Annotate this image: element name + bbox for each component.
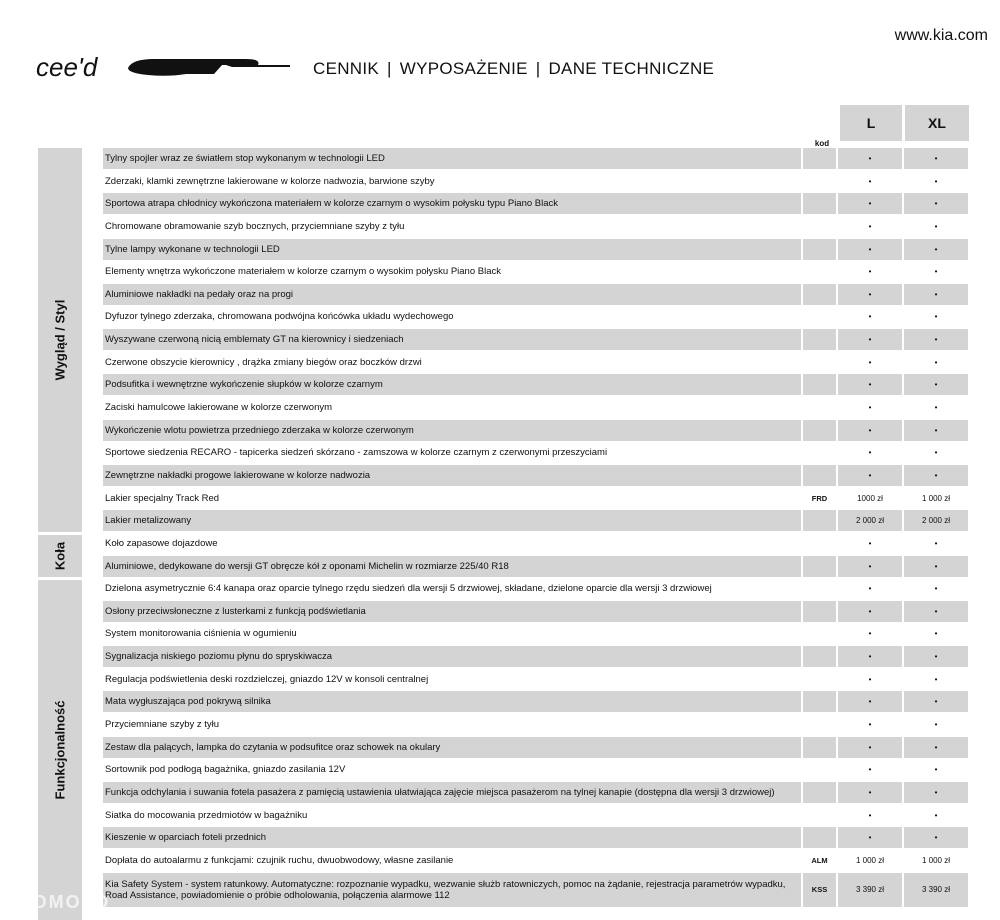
row-description: Podsufitka i wewnętrzne wykończenie słupków w kolorze czarnym [103,374,801,395]
row-value-l: • [838,556,902,577]
table-row [103,261,969,282]
row-value-l: • [838,284,902,305]
table-row [103,691,969,712]
table-row [103,759,969,780]
table-row [103,488,969,509]
row-description: Dopłata do autoalarmu z funkcjami: czujnik ruchu, dwuobwodowy, własne zasilanie [105,854,454,866]
row-description: Osłony przeciwsłoneczne z lusterkami z funkcją podświetlania [103,601,801,622]
category-wyglad-styl [38,148,82,532]
row-description: Lakier specjalny Track Red [105,492,220,504]
row-description: Sportowe siedzenia RECARO - tapicerka siedzeń skórzano - zamszowa w kolorze czarnym z czerwonymi przeszyciami [105,447,608,459]
nav-cennik[interactable]: CENNIK [313,59,380,78]
row-value-l: • [868,312,872,322]
row-code [803,420,836,441]
row-description: Zderzaki, klamki zewnętrzne lakierowane w kolorze nadwozia, barwione szyby [105,175,435,187]
row-value-l: • [838,193,902,214]
row-value-l: • [868,720,872,730]
row-value-l: • [868,765,872,775]
row-description: Tylne lampy wykonane w technologii LED [103,239,801,260]
row-code: ALM [811,855,828,865]
row-value-l: • [838,601,902,622]
table-row [103,578,969,599]
row-description: Sortownik pod podłogą bagażnika, gniazdo zasilania 12V [105,764,346,776]
row-description: Sportowa atrapa chłodnicy wykończona materiałem w kolorze czarnym o wysokim połysku typu Piano Black [103,193,801,214]
row-code [803,216,836,237]
row-code [803,374,836,395]
row-value-l: • [838,782,902,803]
table-row [103,239,969,260]
row-value-l: • [868,674,872,684]
row-value-l: • [838,646,902,667]
table-row [103,805,969,826]
row-code [803,646,836,667]
row-code [803,442,836,463]
row-value-xl: • [934,720,938,730]
row-description: Funkcja odchylania i suwania fotela pasażera z pamięcią ustawienia ułatwiająca zajęcie miejsca pasażerom na tylnej kanapie (dostępna dla wersji 3 drzwiowej) [103,782,801,803]
row-value-xl: • [904,601,968,622]
category-label: Wygląd / Styl [52,299,68,381]
table-row [103,556,969,577]
row-value-xl: • [934,629,938,639]
website-url[interactable]: www.kia.com [894,27,988,44]
column-header-xl: XL [905,105,969,141]
row-code: FRD [811,493,828,503]
row-code [803,623,836,644]
row-value-l: 1 000 zł [855,855,885,865]
row-code [803,510,836,531]
row-value-xl: • [904,284,968,305]
row-code [803,306,836,327]
row-value-xl: • [934,221,938,231]
table-row [103,533,969,554]
row-code [803,714,836,735]
table-row [103,782,969,803]
table-row [103,329,969,350]
row-code [803,171,836,192]
row-value-l: 3 390 zł [838,873,902,907]
row-value-l: • [868,403,872,413]
table-row [103,397,969,418]
kod-column-label: kod [814,139,830,148]
nav-separator: | [387,59,392,78]
table-row [103,850,969,871]
row-value-xl: • [904,239,968,260]
row-value-l: • [838,148,902,169]
row-description: Aluminiowe, dedykowane do wersji GT obręcze kół z oponami Michelin w rozmiarze 225/40 R18 [103,556,801,577]
row-code: KSS [803,873,836,907]
category-kola [38,535,82,577]
row-description: Regulacja podświetlenia deski rozdzielczej, gniazdo 12V w konsoli centralnej [105,673,429,685]
row-value-l: • [838,374,902,395]
category-label: Funkcjonalność [52,700,68,800]
table-row [103,601,969,622]
row-code [803,261,836,282]
row-description: Koło zapasowe dojazdowe [105,537,218,549]
nav-dane-techniczne[interactable]: DANE TECHNICZNE [548,59,715,78]
row-description: Dyfuzor tylnego zderzaka, chromowana podwójna końcówka układu wydechowego [105,311,454,323]
table-row [103,284,969,305]
row-value-xl: • [904,420,968,441]
column-header-l: L [840,105,902,141]
row-description: Chromowane obramowanie szyb bocznych, przyciemniane szyby z tyłu [105,220,405,232]
table-row [103,306,969,327]
row-description: Kia Safety System - system ratunkowy. Automatyczne: rozpoznanie wypadku, wezwanie służb ratowniczych, pomoc na żądanie, rejestracja parametrów wypadku, Road Assistance, powiadomienie o próbie odholowania, połączenia alarmowe 112 [103,873,801,907]
row-value-xl: • [934,674,938,684]
row-value-xl: • [904,329,968,350]
row-description: Mata wygłuszająca pod pokrywą silnika [103,691,801,712]
category-funkcjonalnosc [38,580,82,920]
row-value-xl: 3 390 zł [904,873,968,907]
row-description: Przyciemniane szyby z tyłu [105,719,220,731]
row-value-l: • [838,827,902,848]
row-description: Lakier metalizowany [103,510,801,531]
row-value-xl: • [904,193,968,214]
row-value-l: • [838,329,902,350]
table-row [103,465,969,486]
table-row [103,442,969,463]
row-description: System monitorowania ciśnienia w ogumieniu [105,628,297,640]
row-description: Zaciski hamulcowe lakierowane w kolorze czerwonym [105,402,333,414]
row-value-l: • [838,420,902,441]
row-code [803,782,836,803]
table-row [103,737,969,758]
row-description: Wykończenie wlotu powietrza przedniego zderzaka w kolorze czerwonym [103,420,801,441]
nav-separator: | [535,59,541,78]
row-value-xl: • [904,737,968,758]
table-row [103,873,969,907]
table-row [103,827,969,848]
row-description: Czerwone obszycie kierownicy , drążka zmiany biegów oraz boczków drzwi [105,356,422,368]
table-row [103,171,969,192]
table-row [103,420,969,441]
row-description: Kieszenie w oparciach foteli przednich [103,827,801,848]
row-code [803,533,836,554]
row-value-l: • [838,465,902,486]
row-value-xl: • [904,646,968,667]
row-code [803,329,836,350]
table-row [103,193,969,214]
row-code [803,239,836,260]
row-code [803,193,836,214]
row-value-xl: • [934,403,938,413]
row-code [803,601,836,622]
row-description: Siatka do mocowania przedmiotów w bagażniku [105,809,308,821]
row-value-l: • [838,737,902,758]
svg-text:cee'd: cee'd [36,52,98,82]
equipment-table [103,148,969,908]
row-value-l: • [868,629,872,639]
row-code [803,397,836,418]
row-description: Zewnętrzne nakładki progowe lakierowane w kolorze nadwozia [103,465,801,486]
row-value-xl: • [934,267,938,277]
row-code [803,737,836,758]
row-value-xl: • [934,357,938,367]
row-value-xl: • [904,465,968,486]
row-value-l: • [868,176,872,186]
row-code [803,805,836,826]
table-row [103,646,969,667]
table-row [103,669,969,690]
row-code [803,148,836,169]
table-row [103,623,969,644]
section-nav [313,59,714,79]
row-value-l: • [868,810,872,820]
row-value-xl: 1 000 zł [921,493,951,503]
row-description: Aluminiowe nakładki na pedały oraz na progi [103,284,801,305]
row-value-xl: • [904,374,968,395]
row-value-l: • [868,448,872,458]
row-value-xl: 1 000 zł [921,855,951,865]
category-label: Koła [52,541,68,571]
row-value-l: • [868,267,872,277]
row-value-l: 2 000 zł [838,510,902,531]
row-value-l: 1000 zł [857,493,883,503]
row-value-l: • [838,239,902,260]
row-value-xl: • [934,810,938,820]
table-row [103,510,969,531]
row-code [803,827,836,848]
table-row [103,352,969,373]
nav-wyposazenie[interactable]: WYPOSAŻENIE [399,59,528,78]
row-code [803,556,836,577]
row-value-xl: • [904,148,968,169]
row-value-xl: • [934,176,938,186]
row-value-l: • [838,691,902,712]
row-code [803,352,836,373]
row-value-xl: • [904,691,968,712]
table-row [103,148,969,169]
watermark: OTOMOTO [4,892,111,912]
row-value-l: • [868,538,872,548]
row-description: Dzielona asymetrycznie 6:4 kanapa oraz oparcie tylnego rzędu siedzeń dla wersji 5 drzwiowej, składane, dzielone oparcie dla wersji 3 drzwiowej [105,583,712,595]
table-row [103,216,969,237]
row-code [803,578,836,599]
row-description: Sygnalizacja niskiego poziomu płynu do spryskiwacza [103,646,801,667]
row-value-l: • [868,357,872,367]
row-value-xl: • [904,827,968,848]
row-code [803,759,836,780]
ceed-gt-logo [36,52,296,86]
row-value-xl: • [934,312,938,322]
table-row [103,374,969,395]
row-value-xl: • [934,448,938,458]
row-value-l: • [868,584,872,594]
row-description: Wyszywane czerwoną nicią emblematy GT na kierownicy i siedzeniach [103,329,801,350]
row-code [803,691,836,712]
row-description: Elementy wnętrza wykończone materiałem w kolorze czarnym o wysokim połysku Piano Black [105,266,501,278]
row-description: Tylny spojler wraz ze światłem stop wykonanym w technologii LED [103,148,801,169]
row-value-l: • [868,221,872,231]
row-value-xl: • [904,556,968,577]
row-code [803,669,836,690]
row-code [803,284,836,305]
table-row [103,714,969,735]
row-value-xl: • [904,782,968,803]
row-value-xl: • [934,538,938,548]
row-value-xl: 2 000 zł [904,510,968,531]
row-value-xl: • [934,765,938,775]
row-description: Zestaw dla palących, lampka do czytania w podsufitce oraz schowek na okulary [103,737,801,758]
row-value-xl: • [934,584,938,594]
row-code [803,465,836,486]
